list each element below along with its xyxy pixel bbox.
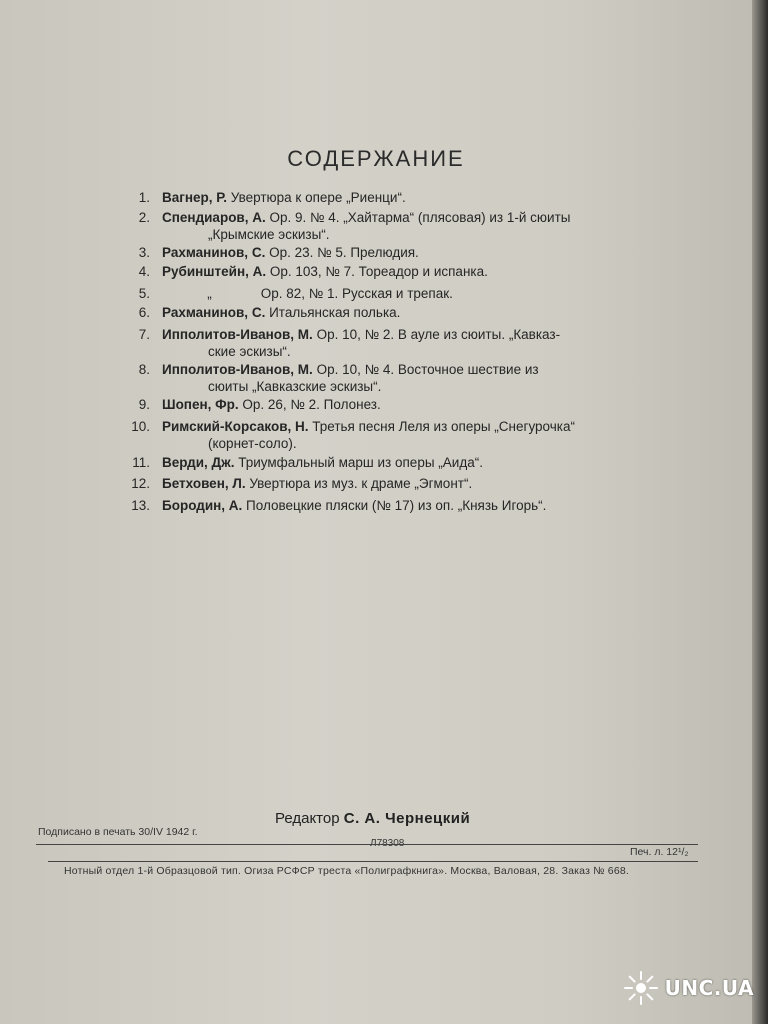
entry-number: 12.: [131, 476, 150, 491]
entry-number: 2.: [138, 210, 150, 225]
entry-number: 11.: [132, 455, 150, 470]
entry-line: [162, 361, 539, 378]
entry-line: [162, 326, 560, 343]
entry-continuation: ские эскизы“.: [208, 344, 291, 359]
entry-title: Увертюра из муз. к драме „Эгмонт“.: [245, 476, 473, 491]
editor-credit: [275, 810, 470, 827]
editor-label: Редактор: [275, 810, 344, 827]
page-edge-shadow: [752, 0, 768, 1024]
entry-composer: Рахманинов, С.: [162, 245, 266, 260]
entry-title: Ор. 103, № 7. Тореадор и испанка.: [266, 264, 488, 279]
entry-title: Ор. 82, № 1. Русская и трепак.: [257, 286, 453, 301]
editor-name: С. А. Чернецкий: [343, 810, 471, 827]
entry-composer: Рахманинов, С.: [162, 305, 266, 320]
entry-line: [162, 304, 400, 321]
entry-line: [162, 418, 575, 435]
imprint-divider: [36, 844, 698, 845]
signed-to-print: Подписано в печать 30/IV 1942 г.: [38, 826, 198, 838]
entry-continuation: (корнет-соло).: [208, 436, 297, 451]
entry-line: [162, 244, 419, 261]
entry-title: Ор. 10, № 2. В ауле из сюиты. „Кавказ-: [312, 327, 561, 342]
entry-line: [162, 209, 570, 226]
entry-number: 1.: [138, 190, 150, 205]
entry-composer: Шопен, Фр.: [162, 397, 239, 412]
entry-composer: Ипполитов-Иванов, М.: [162, 362, 313, 377]
entry-line: [162, 189, 406, 206]
entry-title: Ор. 23. № 5. Прелюдия.: [265, 245, 419, 260]
imprint-divider-lower: [48, 861, 698, 862]
entry-title: Половецкие пляски (№ 17) из оп. „Князь Игорь“.: [242, 498, 547, 513]
entry-line: [162, 497, 546, 514]
entry-title: Увертюра к опере „Риенци“.: [227, 190, 406, 205]
printed-sheets: Печ. л. 12¹/₂: [630, 846, 689, 858]
entry-number: 9.: [138, 397, 150, 412]
entry-number: 7.: [138, 327, 150, 342]
entry-line: [162, 263, 488, 280]
entry-number: 6.: [138, 305, 150, 320]
entry-composer: Вагнер, Р.: [162, 190, 228, 205]
sunburst-logo-icon: [623, 970, 659, 1006]
entry-number: 13.: [131, 498, 150, 513]
entry-composer: Римский-Корсаков, Н.: [162, 419, 309, 434]
ditto-mark: „: [207, 286, 212, 301]
entry-continuation: „Крымские эскизы“.: [208, 227, 330, 242]
entry-number: 10.: [131, 419, 150, 434]
entry-composer: Рубинштейн, А.: [162, 264, 267, 279]
entry-title: Третья песня Леля из оперы „Снегурочка“: [308, 419, 576, 434]
entry-line: [162, 285, 453, 302]
site-watermark: [623, 970, 754, 1006]
entry-number: 5.: [138, 286, 150, 301]
entry-title: Ор. 26, № 2. Полонез.: [238, 397, 381, 412]
entry-title: Триумфальный марш из оперы „Аида“.: [234, 455, 483, 470]
entry-line: [162, 396, 381, 413]
entry-line: [162, 454, 483, 471]
page-title: СОДЕРЖАНИЕ: [287, 146, 465, 171]
printing-house: Нотный отдел 1-й Образцовой тип. Огиза РСФСР треста «Полиграфкнига». Москва, Валовая, 28. Заказ № 668.: [64, 865, 630, 877]
entry-number: 3.: [138, 245, 150, 260]
entry-number: 8.: [138, 362, 150, 377]
entry-composer: Спендиаров, А.: [162, 210, 266, 225]
entry-title: Ор. 10, № 4. Восточное шествие из: [312, 362, 539, 377]
entry-composer: Бородин, А.: [162, 498, 243, 513]
entry-composer: Бетховен, Л.: [162, 476, 246, 491]
entry-number: 4.: [138, 264, 150, 279]
watermark-text: UNC.UA: [664, 976, 754, 1000]
entry-title: Итальянская полька.: [265, 305, 401, 320]
entry-composer: Ипполитов-Иванов, М.: [162, 327, 313, 342]
entry-composer: Верди, Дж.: [162, 455, 235, 470]
entry-continuation: сюиты „Кавказские эскизы“.: [208, 379, 382, 394]
entry-line: [162, 475, 472, 492]
entry-title: Ор. 9. № 4. „Хайтарма“ (плясовая) из 1-й сюиты: [265, 210, 571, 225]
